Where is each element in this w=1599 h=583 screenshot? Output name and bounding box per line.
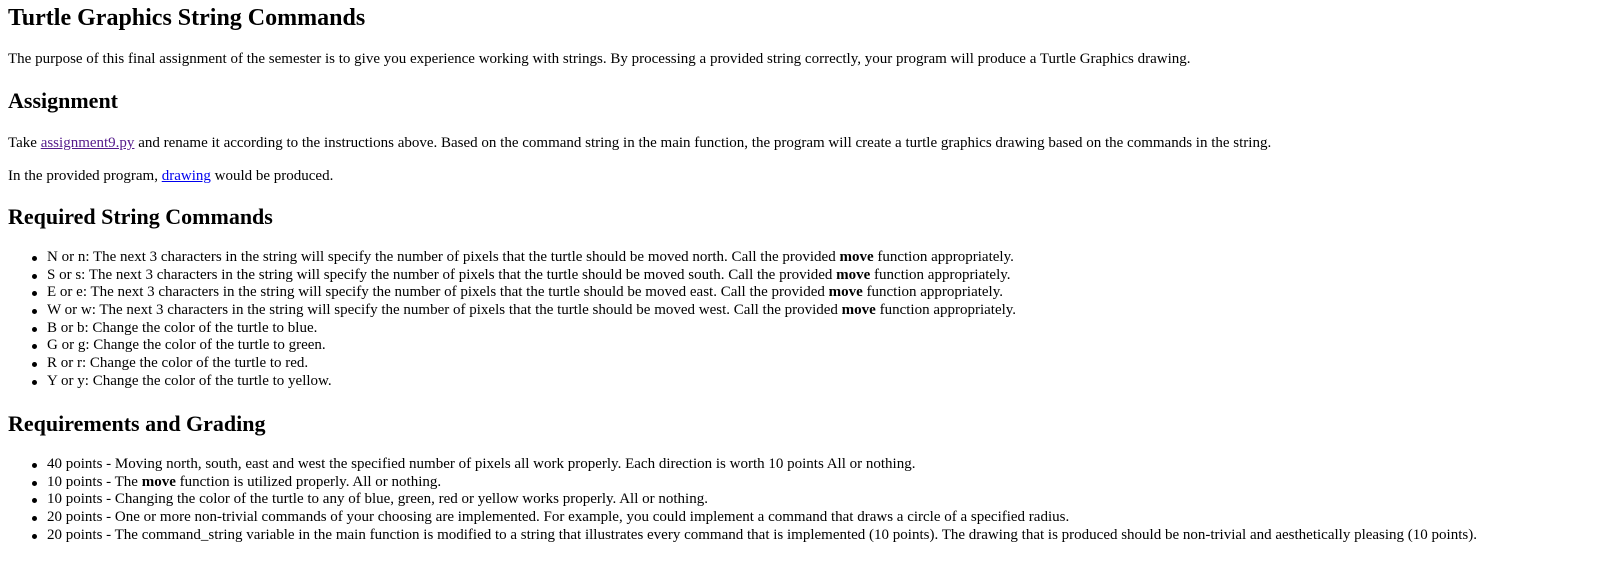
commands-heading: Required String Commands	[8, 204, 273, 229]
move-keyword: move	[836, 266, 871, 283]
grading-list	[30, 456, 1477, 544]
grading-item-command-string: 20 points - The command_string variable in the main function is modified to a string that illustrates every command that is implemented (10 points). The drawing that is produced should be non-trivial and aesthetically pleasing (10 points).	[30, 527, 1477, 545]
assignment-paragraph	[8, 134, 1271, 152]
drawing-text-before: In the provided program,	[8, 168, 162, 184]
command-north-text: N or n: The next 3 characters in the string will specify the number of pixels that the turtle should be moved north. Call the provided	[47, 249, 840, 265]
command-red: R or r: Change the color of the turtle to red.	[30, 355, 1016, 373]
command-south	[30, 267, 1016, 285]
drawing-paragraph	[8, 167, 333, 185]
command-yellow: Y or y: Change the color of the turtle to yellow.	[30, 373, 1016, 391]
command-west-text: W or w: The next 3 characters in the string will specify the number of pixels that the turtle should be moved west. Call the provided	[47, 302, 842, 319]
grading-move-text: 10 points - The	[47, 473, 142, 490]
command-south-text: S or s: The next 3 characters in the string will specify the number of pixels that the turtle should be moved south. Call the provided	[47, 266, 837, 283]
command-east-text: E or e: The next 3 characters in the string will specify the number of pixels that the turtle should be moved east. Call the provided	[47, 284, 829, 301]
move-keyword: move	[839, 249, 874, 265]
command-west	[30, 302, 1016, 320]
page-title: Turtle Graphics String Commands	[8, 5, 366, 31]
grading-item-custom-commands: 20 points - One or more non-trivial commands of your choosing are implemented. For example, you could implement a command that draws a circle of a specified radius.	[30, 509, 1477, 527]
intro-paragraph: The purpose of this final assignment of the semester is to give you experience working with strings. By processing a provided string correctly, your program will produce a Turtle Graphics drawing.	[8, 51, 1191, 67]
command-north	[30, 249, 1016, 267]
command-blue: B or b: Change the color of the turtle to blue.	[30, 320, 1016, 338]
grading-heading: Requirements and Grading	[8, 411, 266, 436]
grading-item-directions: 40 points - Moving north, south, east and west the specified number of pixels all work properly. Each direction is worth 10 points All or nothing.	[30, 456, 1477, 474]
commands-list	[30, 249, 1016, 391]
command-east	[30, 284, 1016, 302]
move-keyword: move	[841, 302, 876, 319]
command-south-suffix: function appropriately.	[870, 266, 1011, 283]
command-north-suffix: function appropriately.	[873, 249, 1014, 265]
assignment-text-after: and rename it according to the instructions above. Based on the command string in the main function, the program will create a turtle graphics drawing based on the commands in the string.	[134, 135, 1272, 151]
assignment-heading: Assignment	[8, 88, 119, 113]
grading-item-colors: 10 points - Changing the color of the turtle to any of blue, green, red or yellow works properly. All or nothing.	[30, 491, 1477, 509]
drawing-text-after: would be produced.	[210, 168, 334, 184]
assignment-text-before: Take	[8, 135, 41, 151]
drawing-link[interactable]: drawing	[161, 168, 211, 184]
assignment-file-link[interactable]: assignment9.py	[40, 135, 135, 151]
grading-move-suffix: function is utilized properly. All or nothing.	[175, 473, 442, 490]
command-green: G or g: Change the color of the turtle to green.	[30, 337, 1016, 355]
command-west-suffix: function appropriately.	[875, 302, 1017, 319]
move-keyword: move	[828, 284, 863, 301]
grading-item-move	[30, 474, 1477, 492]
move-keyword: move	[141, 473, 176, 490]
command-east-suffix: function appropriately.	[862, 284, 1003, 301]
